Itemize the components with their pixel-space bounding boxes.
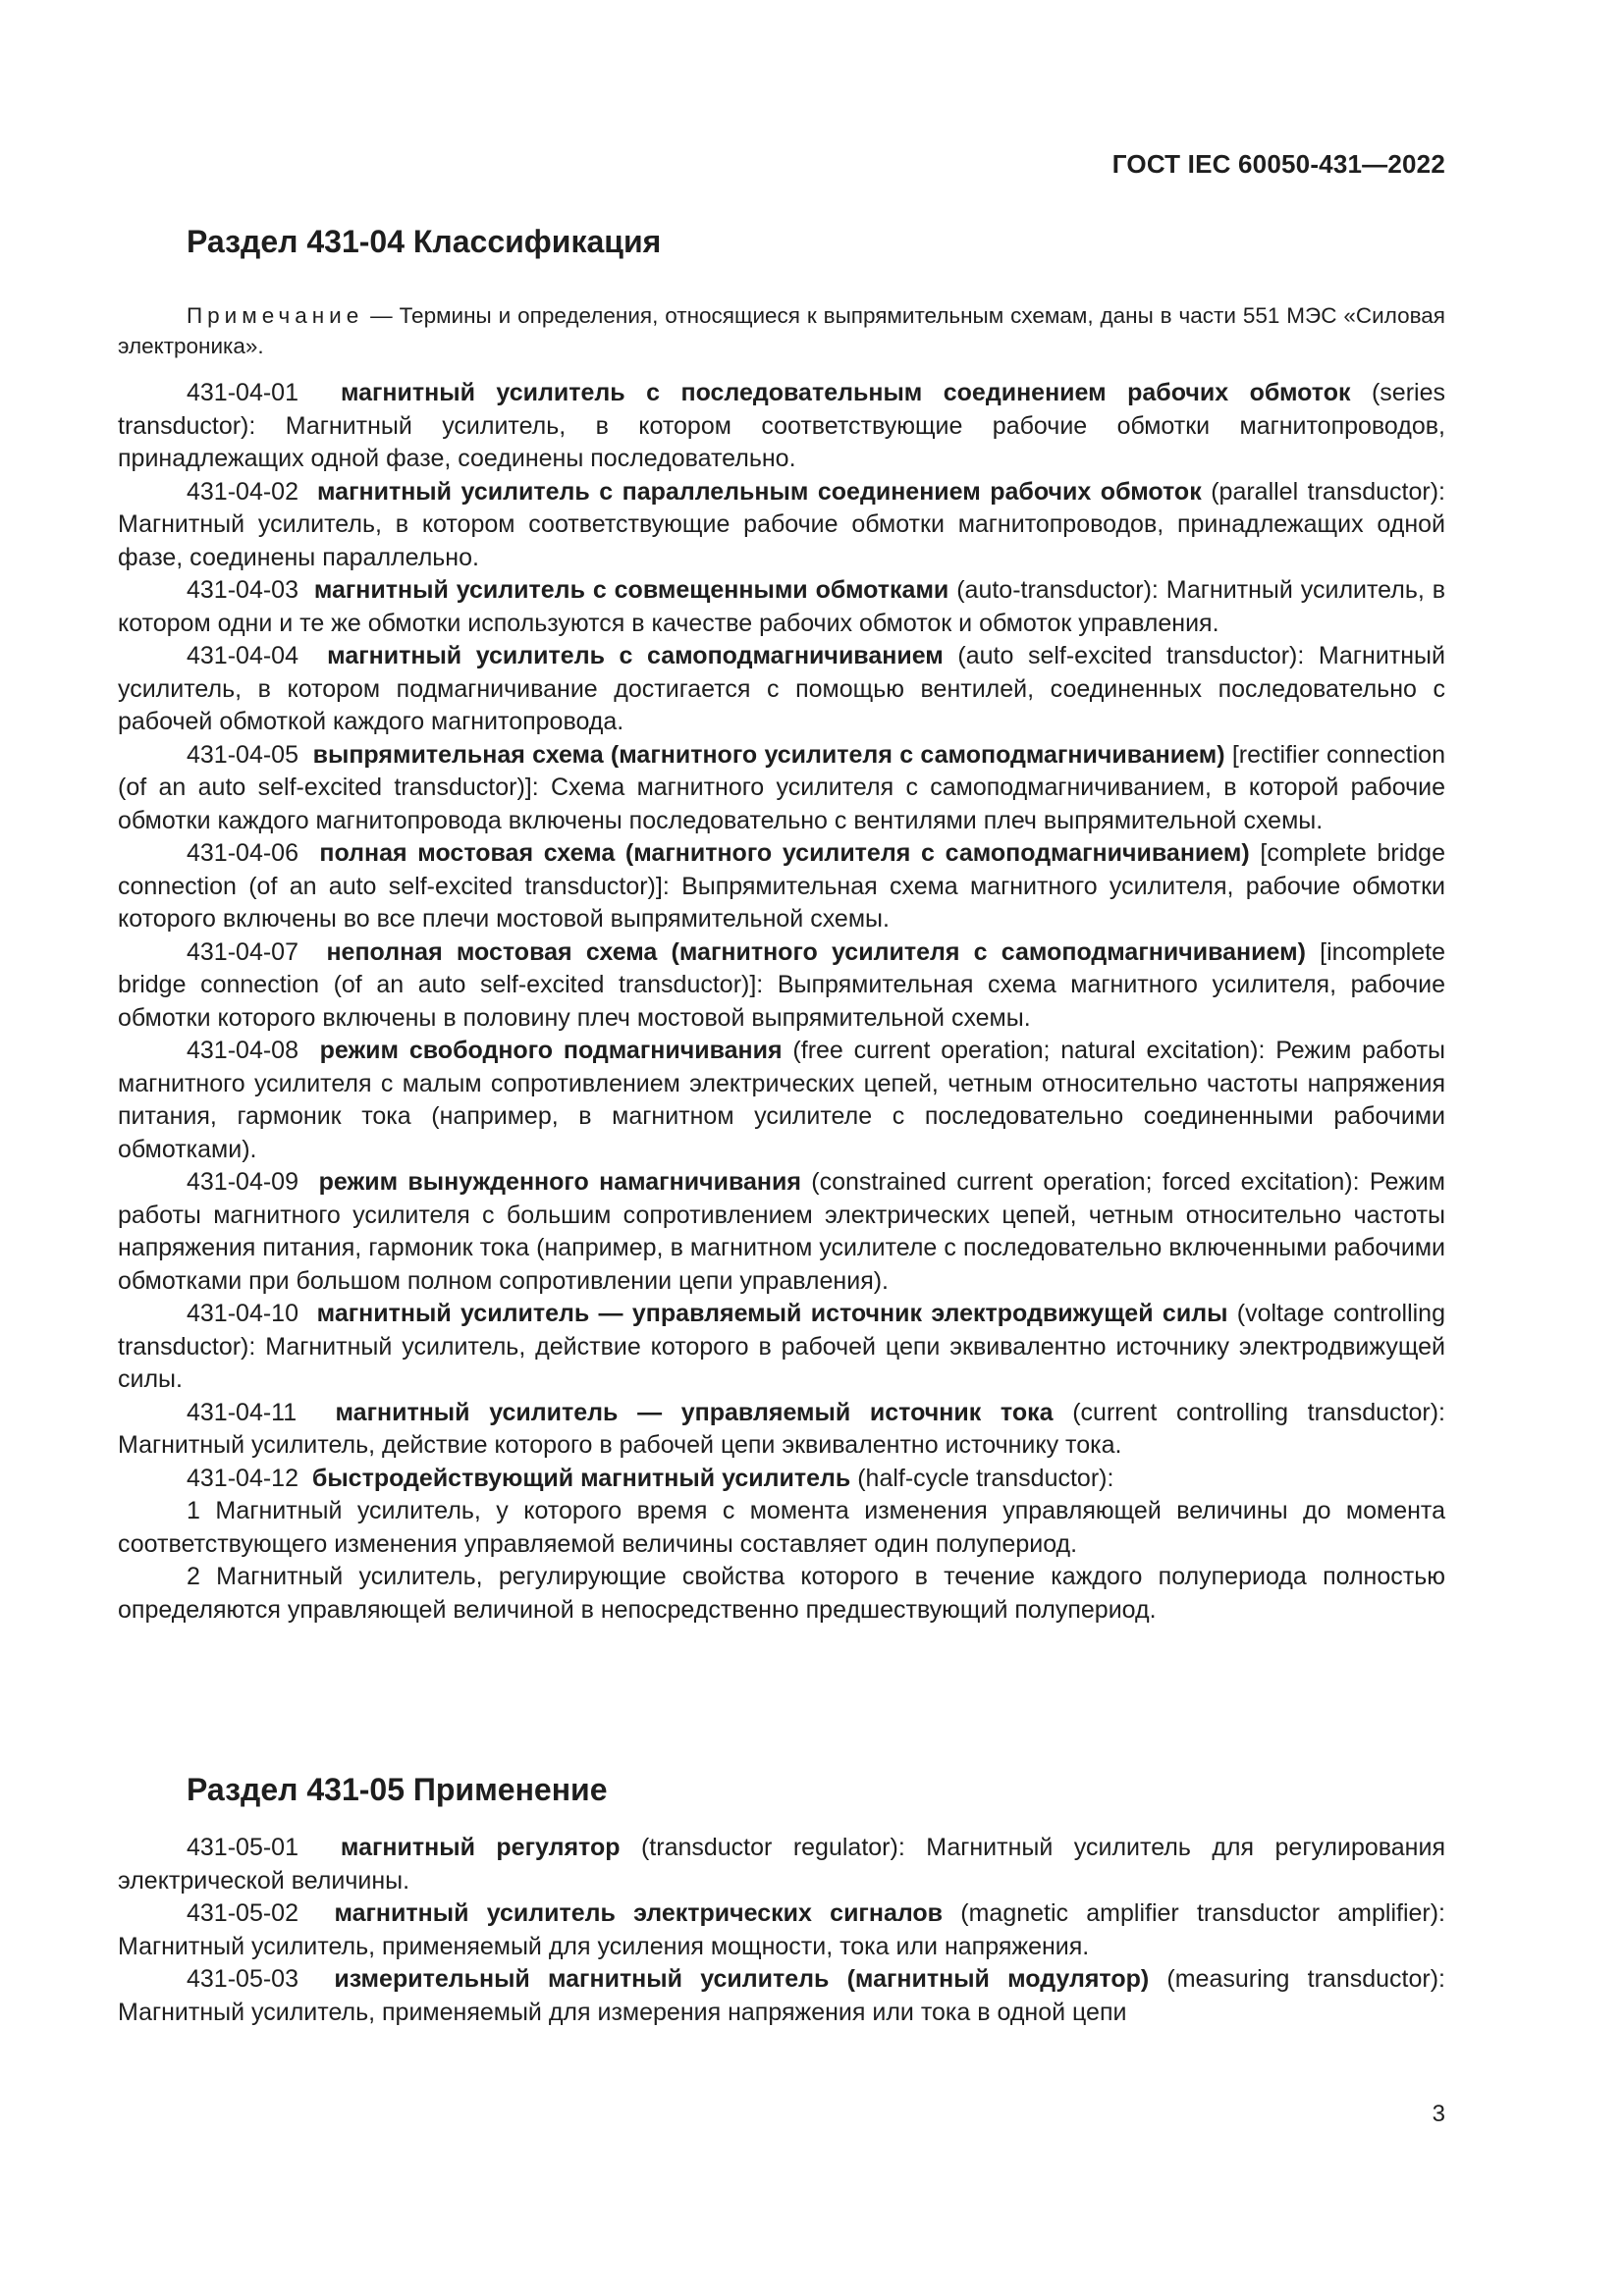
entry-definition: (measuring transductor): Магнитный усилитель, применяемый для измерения напряжения или тока в одной цепи bbox=[118, 1965, 1445, 2026]
entry-term: магнитный регулятор bbox=[340, 1834, 621, 1861]
note bbox=[118, 300, 1445, 361]
entry-code: 431-04-07 bbox=[187, 937, 298, 966]
entry-code: 431-04-08 bbox=[187, 1037, 298, 1064]
entry-431-04-01 bbox=[118, 377, 1445, 476]
entry-term: магнитный усилитель — управляемый источник электродвижущей силы bbox=[316, 1300, 1228, 1327]
entry-term: магнитный усилитель с совмещенными обмотками bbox=[313, 576, 949, 604]
entry-definition: [complete bridge connection (of an auto self-excited transductor)]: Выпрямительная схема магнитного усилителя, рабочие обмотки которого включены во все плечи мостовой выпрямительной схемы. bbox=[118, 839, 1445, 933]
entry-term: магнитный усилитель с последовательным соединением рабочих обмоток bbox=[340, 379, 1351, 406]
entry-definition: (series transductor): Магнитный усилитель, в котором соответствующие рабочие обмотки магнитопроводов, принадлежащих одной фазе, соединены последовательно. bbox=[118, 379, 1445, 472]
sub-item-1: 1 Магнитный усилитель, у которого время с момента изменения управляющей величины до момента соответствующего изменения управляемой величины составляет один полупериод. bbox=[118, 1497, 1445, 1558]
entry-431-04-04 bbox=[118, 640, 1445, 739]
section-title-application: Раздел 431-05 Применение bbox=[187, 1772, 608, 1807]
entry-431-04-02 bbox=[118, 476, 1445, 575]
note-text: — Термины и определения, относящиеся к выпрямительным схемам, даны в части 551 МЭС «Силовая электроника». bbox=[118, 303, 1445, 358]
document-code: ГОСТ IEC 60050-431—2022 bbox=[1111, 149, 1445, 179]
entry-code: 431-04-02 bbox=[187, 477, 298, 506]
section-title-classification: Раздел 431-04 Классификация bbox=[187, 224, 662, 259]
entry-code: 431-05-02 bbox=[187, 1899, 298, 1927]
entry-code: 431-04-06 bbox=[187, 839, 298, 867]
entry-definition: (magnetic amplifier transductor amplifier): Магнитный усилитель, применяемый для усиления мощности, тока или напряжения. bbox=[118, 1899, 1445, 1960]
entry-definition: (current controlling transductor): Магнитный усилитель, действие которого в рабочей цепи эквивалентно источнику тока. bbox=[118, 1398, 1445, 1459]
note-label: Примечание bbox=[187, 303, 364, 328]
entry-term: полная мостовая схема (магнитного усилителя с самоподмагничиванием) bbox=[319, 839, 1250, 867]
entry-431-05-02 bbox=[118, 1897, 1445, 1963]
entry-definition: (constrained current operation; forced excitation): Режим работы магнитного усилителя с большим сопротивлением электрических цепей, четным относительно частоты напряжения питания, гармоник тока (например, в магнитном усилителе с последовательно включенными рабочими обмотками при большом полном сопротивлении цепи управления). bbox=[118, 1168, 1445, 1295]
entry-431-04-03 bbox=[118, 574, 1445, 640]
entry-431-04-07 bbox=[118, 936, 1445, 1036]
section-05-body bbox=[118, 1832, 1445, 2029]
entry-431-04-08 bbox=[118, 1035, 1445, 1166]
entry-definition: [incomplete bridge connection (of an auto self-excited transductor)]: Выпрямительная схема магнитного усилителя, рабочие обмотки которого включены в половину плеч мостовой выпрямительной схемы. bbox=[118, 937, 1445, 1032]
section-04-body bbox=[118, 300, 1445, 1627]
entry-code: 431-04-01 bbox=[187, 379, 298, 406]
entry-definition: (free current operation; natural excitation): Режим работы магнитного усилителя с малым сопротивлением электрических цепей, четным относительно частоты напряжения питания, гармоник тока (например, в магнитном усилителе с последовательно соединенными рабочими обмотками). bbox=[118, 1037, 1445, 1163]
entry-definition: (auto-transductor): Магнитный усилитель, в котором одни и те же обмотки используются в качестве рабочих обмоток и обмоток управления. bbox=[118, 576, 1445, 637]
entry-definition: (parallel transductor): Магнитный усилитель, в котором соответствующие рабочие обмотки магнитопроводов, принадлежащих одной фазе, соединены параллельно. bbox=[118, 477, 1445, 571]
entry-term: магнитный усилитель — управляемый источник тока bbox=[335, 1398, 1054, 1426]
entry-431-04-10 bbox=[118, 1298, 1445, 1397]
entry-code: 431-04-12 bbox=[187, 1464, 298, 1492]
entry-term: режим вынужденного намагничивания bbox=[318, 1168, 801, 1196]
entry-431-04-11 bbox=[118, 1397, 1445, 1463]
entry-term: быстродействующий магнитный усилитель bbox=[311, 1464, 851, 1492]
entry-code: 431-04-11 bbox=[187, 1398, 298, 1426]
entry-term: выпрямительная схема (магнитного усилителя с самоподмагничиванием) bbox=[312, 740, 1225, 769]
entry-code: 431-05-03 bbox=[187, 1965, 298, 1993]
entry-definition: (transductor regulator): Магнитный усилитель для регулирования электрической величины. bbox=[118, 1834, 1445, 1895]
entry-431-05-03 bbox=[118, 1963, 1445, 2029]
entry-code: 431-04-03 bbox=[187, 576, 298, 604]
entry-term: измерительный магнитный усилитель (магнитный модулятор) bbox=[334, 1965, 1150, 1993]
sub-item-2: 2 Магнитный усилитель, регулирующие свойства которого в течение каждого полупериода полностью определяются управляющей величиной в непосредственно предшествующий полупериод. bbox=[118, 1563, 1445, 1624]
entry-431-04-12 bbox=[118, 1463, 1445, 1496]
entry-code: 431-04-10 bbox=[187, 1300, 298, 1327]
entry-term: магнитный усилитель с параллельным соединением рабочих обмоток bbox=[317, 477, 1202, 506]
entry-term: магнитный усилитель с самоподмагничиванием bbox=[327, 642, 944, 669]
entry-definition: [rectifier connection (of an auto self-excited transductor)]: Схема магнитного усилителя с самоподмагничиванием, в которой рабочие обмотки каждого магнитопровода включены последовательно с вентилями плеч выпрямительной схемы. bbox=[118, 740, 1445, 834]
entry-code: 431-04-09 bbox=[187, 1168, 298, 1196]
entry-definition: (auto self-excited transductor): Магнитный усилитель, в котором подмагничивание достигается с помощью вентилей, соединенных последовательно с рабочей обмоткой каждого магнитопровода. bbox=[118, 642, 1445, 735]
entry-431-04-09 bbox=[118, 1166, 1445, 1298]
entry-term: магнитный усилитель электрических сигналов bbox=[334, 1899, 944, 1927]
page-number: 3 bbox=[1432, 2101, 1445, 2127]
entry-definition: (half-cycle transductor): bbox=[850, 1464, 1114, 1492]
entry-431-04-06 bbox=[118, 837, 1445, 936]
entry-code: 431-05-01 bbox=[187, 1834, 298, 1861]
entry-term: режим свободного подмагничивания bbox=[319, 1037, 783, 1064]
entry-code: 431-04-04 bbox=[187, 642, 298, 669]
entry-definition: (voltage controlling transductor): Магнитный усилитель, действие которого в рабочей цепи эквивалентно источнику электродвижущей силы. bbox=[118, 1300, 1445, 1393]
entry-term: неполная мостовая схема (магнитного усилителя с самоподмагничиванием) bbox=[326, 937, 1306, 966]
entry-431-04-05 bbox=[118, 739, 1445, 838]
entry-431-05-01 bbox=[118, 1832, 1445, 1897]
entry-code: 431-04-05 bbox=[187, 740, 298, 769]
